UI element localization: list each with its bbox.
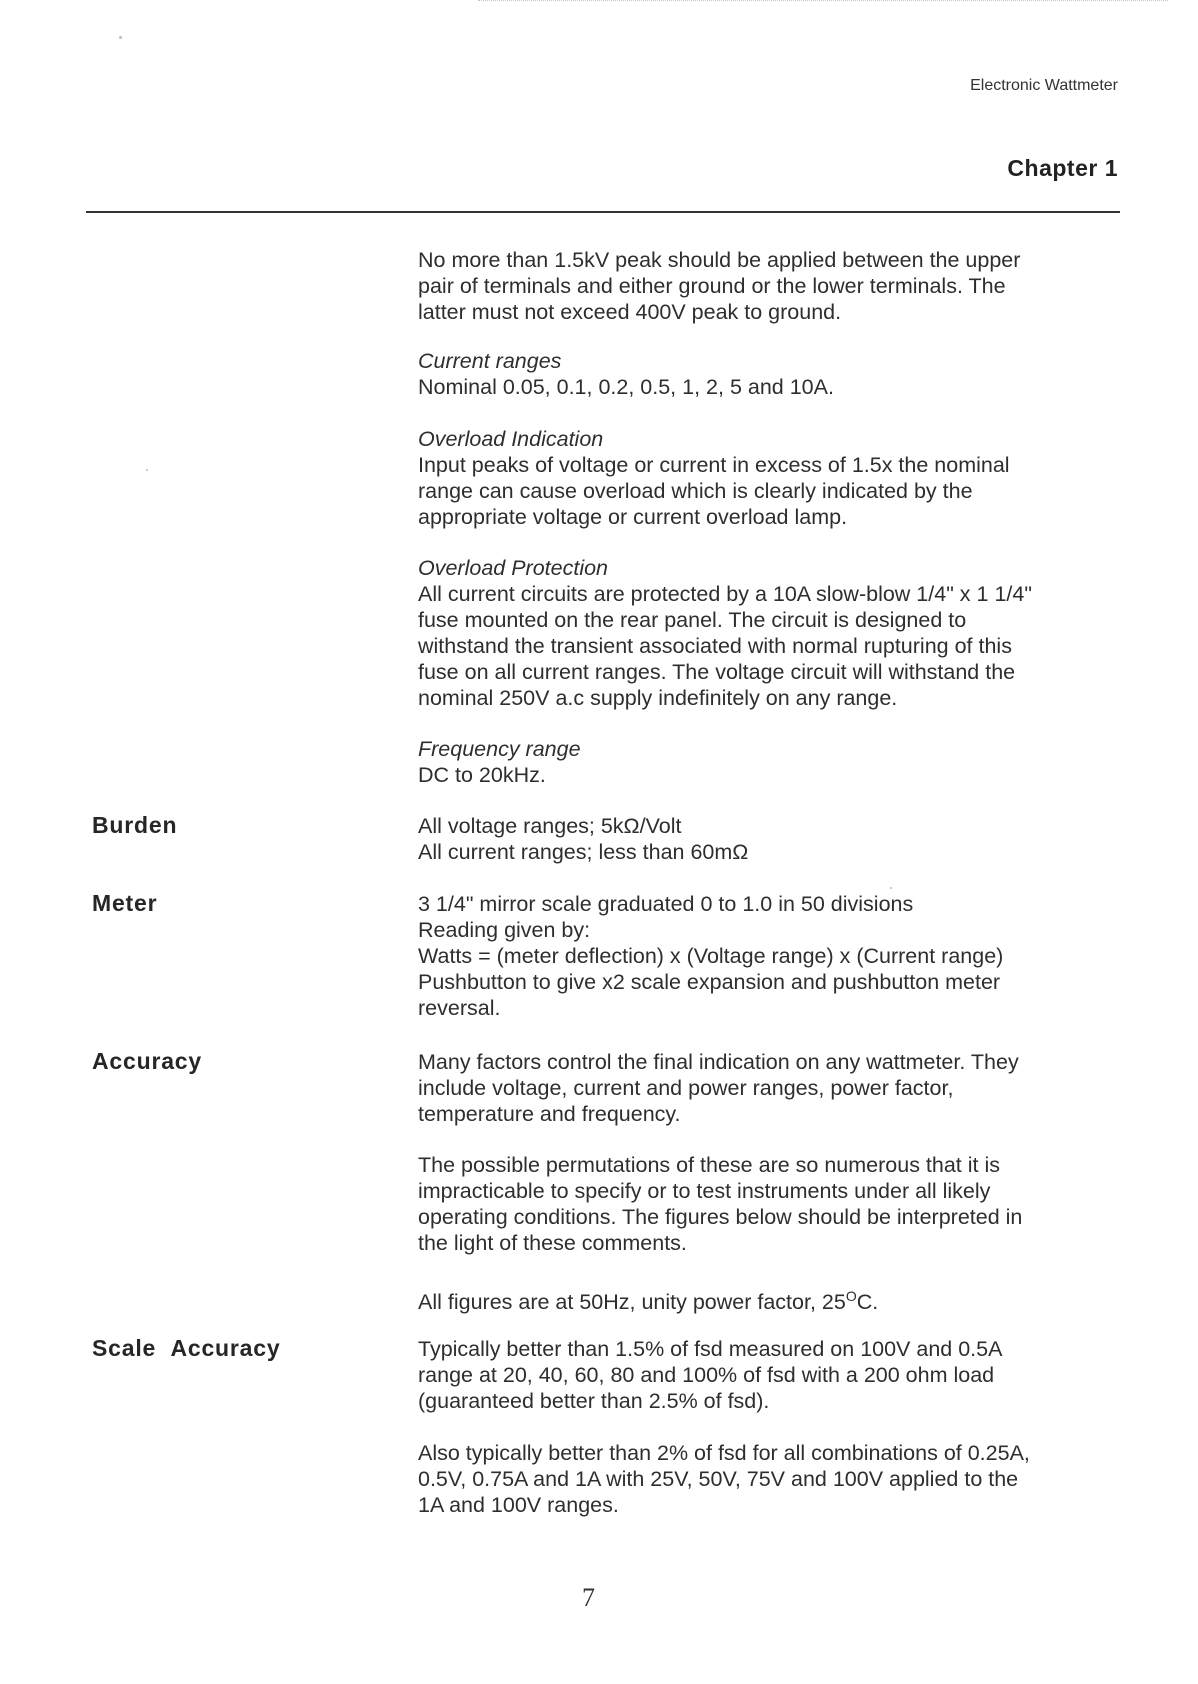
conditions-unit: C. xyxy=(856,1290,879,1315)
text-line: range at 20, 40, 60, 80 and 100% of fsd with a 200 ohm load xyxy=(418,1363,995,1387)
chapter-heading: Chapter 1 xyxy=(1007,155,1118,181)
meter-label: Meter xyxy=(92,890,158,916)
scan-speck xyxy=(119,36,122,39)
text-line: range can cause overload which is clearly indicated by the xyxy=(418,479,973,503)
scale-accuracy-paragraph-1 xyxy=(418,1336,1118,1414)
text-line: reversal. xyxy=(418,996,501,1020)
degree-superscript: O xyxy=(845,1288,857,1304)
page-number: 7 xyxy=(582,1583,595,1612)
current-ranges-section xyxy=(418,348,1118,400)
accuracy-paragraph-1 xyxy=(418,1049,1118,1127)
text-line: nominal 250V a.c supply indefinitely on any range. xyxy=(418,686,898,710)
text-line: appropriate voltage or current overload lamp. xyxy=(418,505,848,529)
text-line: Many factors control the final indication on any wattmeter. They xyxy=(418,1050,1019,1074)
text-line: 1A and 100V ranges. xyxy=(418,1493,619,1517)
header-rule xyxy=(86,211,1120,213)
text-line: DC to 20kHz. xyxy=(418,763,546,787)
accuracy-label: Accuracy xyxy=(92,1048,202,1074)
text-line: impracticable to specify or to test instruments under all likely xyxy=(418,1179,991,1203)
text-line: latter must not exceed 400V peak to ground. xyxy=(418,300,842,324)
text-line: pair of terminals and either ground or the lower terminals. The xyxy=(418,274,1006,298)
overload-protection-section xyxy=(418,555,1118,711)
text-line: Also typically better than 2% of fsd for all combinations of 0.25A, xyxy=(418,1441,1030,1465)
scale-accuracy-paragraph-2 xyxy=(418,1440,1118,1518)
text-line: All current ranges; less than 60mΩ xyxy=(418,840,749,864)
text-line: No more than 1.5kV peak should be applied between the upper xyxy=(418,248,1021,272)
scan-edge-mark xyxy=(478,0,1168,1)
text-line: the light of these comments. xyxy=(418,1231,687,1255)
text-line: Pushbutton to give x2 scale expansion and pushbutton meter xyxy=(418,970,1001,994)
subheading: Overload Indication xyxy=(418,427,604,451)
burden-text xyxy=(418,813,1118,865)
accuracy-paragraph-3 xyxy=(418,1283,1118,1315)
meter-text xyxy=(418,891,1118,1021)
text-line: 0.5V, 0.75A and 1A with 25V, 50V, 75V and 100V applied to the xyxy=(418,1467,1019,1491)
text-line: operating conditions. The figures below should be interpreted in xyxy=(418,1205,1023,1229)
text-line: 3 1/4" mirror scale graduated 0 to 1.0 in 50 divisions xyxy=(418,892,914,916)
text-line: Typically better than 1.5% of fsd measured on 100V and 0.5A xyxy=(418,1337,1003,1361)
text-line: Input peaks of voltage or current in excess of 1.5x the nominal xyxy=(418,453,1010,477)
text-line: fuse on all current ranges. The voltage circuit will withstand the xyxy=(418,660,1016,684)
intro-paragraph xyxy=(418,247,1118,325)
scan-speck xyxy=(146,469,148,471)
text-line: Nominal 0.05, 0.1, 0.2, 0.5, 1, 2, 5 and 10A. xyxy=(418,375,834,399)
frequency-range-section xyxy=(418,736,1118,788)
text-line: withstand the transient associated with normal rupturing of this xyxy=(418,634,1012,658)
text-line: Watts = (meter deflection) x (Voltage range) x (Current range) xyxy=(418,944,1004,968)
accuracy-paragraph-2 xyxy=(418,1152,1118,1256)
burden-label: Burden xyxy=(92,812,178,838)
text-line: All voltage ranges; 5kΩ/Volt xyxy=(418,814,682,838)
overload-indication-section xyxy=(418,426,1118,530)
running-title: Electronic Wattmeter xyxy=(970,77,1118,94)
text-line: temperature and frequency. xyxy=(418,1102,681,1126)
text-line xyxy=(418,1283,1118,1315)
subheading: Current ranges xyxy=(418,349,562,373)
scale-accuracy-label: Scale Accuracy xyxy=(92,1335,281,1361)
text-line: All current circuits are protected by a 10A slow-blow 1/4" x 1 1/4" xyxy=(418,582,1032,606)
conditions-text: All figures are at 50Hz, unity power factor, 25 xyxy=(418,1290,846,1315)
text-line: include voltage, current and power ranges, power factor, xyxy=(418,1076,954,1100)
scan-speck xyxy=(890,887,892,889)
text-line: Reading given by: xyxy=(418,918,591,942)
text-line: fuse mounted on the rear panel. The circuit is designed to xyxy=(418,608,967,632)
subheading: Frequency range xyxy=(418,737,581,761)
text-line: The possible permutations of these are so numerous that it is xyxy=(418,1153,1001,1177)
text-line: (guaranteed better than 2.5% of fsd). xyxy=(418,1389,770,1413)
subheading: Overload Protection xyxy=(418,556,609,580)
